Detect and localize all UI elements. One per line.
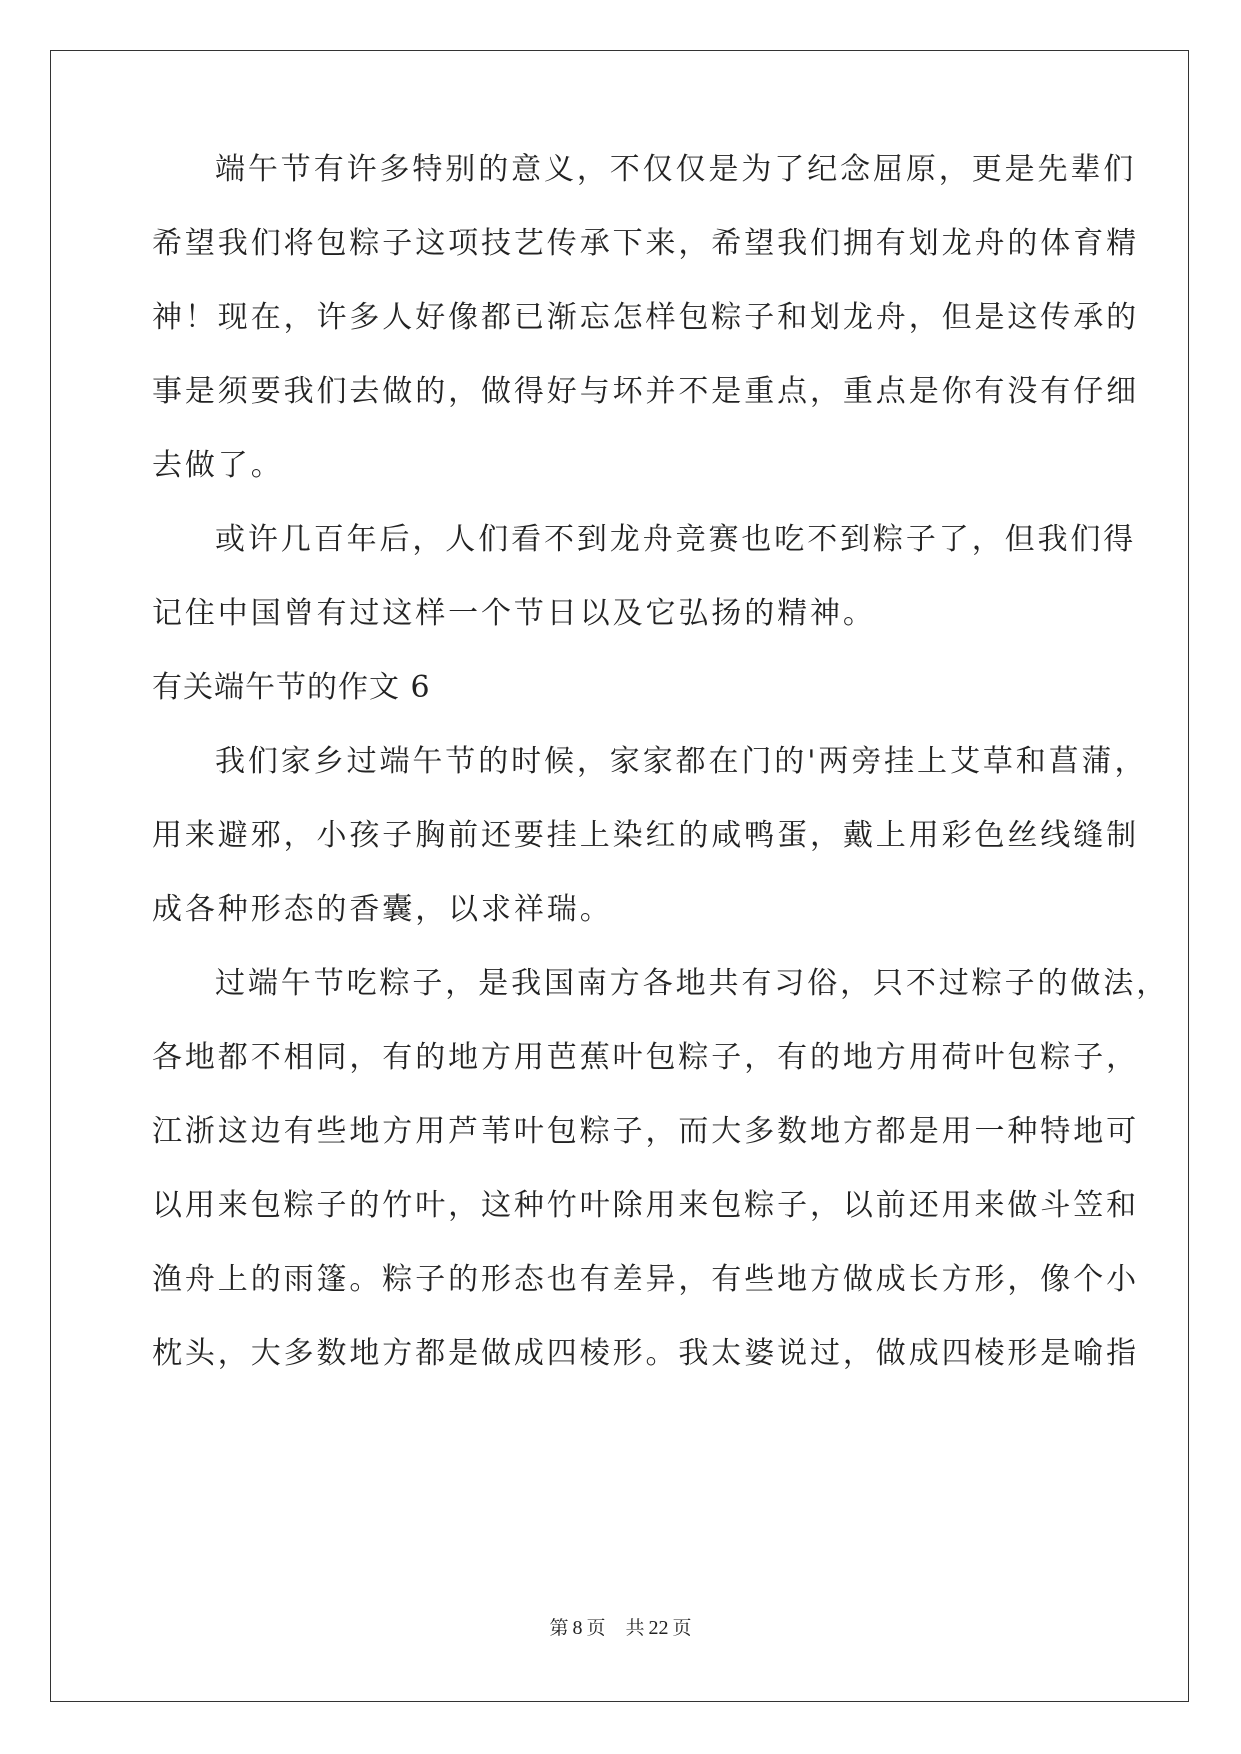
paragraph-line: 用来避邪，小孩子胸前还要挂上染红的咸鸭蛋，戴上用彩色丝线缝制 (152, 818, 1139, 853)
section-heading: 有关端午节的作文 6 (152, 670, 431, 705)
paragraph-line: 渔舟上的雨篷。粽子的形态也有差异，有些地方做成长方形，像个小 (152, 1262, 1139, 1297)
page-footer (0, 1616, 1241, 1640)
paragraph-line: 枕头，大多数地方都是做成四棱形。我太婆说过，做成四棱形是喻指 (152, 1336, 1139, 1371)
paragraph-line: 江浙这边有些地方用芦苇叶包粽子，而大多数地方都是用一种特地可 (152, 1114, 1139, 1149)
paragraph-line: 记住中国曾有过这样一个节日以及它弘扬的精神。 (152, 596, 876, 631)
total-prefix: 共 (625, 1617, 645, 1639)
paragraph-line: 端午节有许多特别的意义，不仅仅是为了纪念屈原，更是先辈们 (215, 152, 1137, 187)
page-number: 8 (572, 1617, 583, 1639)
paragraph-line: 或许几百年后，人们看不到龙舟竞赛也吃不到粽子了，但我们得 (215, 522, 1137, 557)
paragraph-line: 神！现在，许多人好像都已渐忘怎样包粽子和划龙舟，但是这传承的 (152, 300, 1139, 335)
paragraph-line: 过端午节吃粽子，是我国南方各地共有习俗，只不过粽子的做法， (215, 966, 1170, 1001)
paragraph-line: 事是须要我们去做的，做得好与坏并不是重点，重点是你有没有仔细 (152, 374, 1139, 409)
total-pages: 22 (648, 1617, 669, 1639)
paragraph-line: 去做了。 (152, 448, 284, 483)
paragraph-line: 我们家乡过端午节的时候，家家都在门的'两旁挂上艾草和菖蒲， (215, 744, 1148, 779)
page-prefix: 第 (549, 1617, 569, 1639)
total-suffix: 页 (672, 1617, 692, 1639)
paragraph-line: 各地都不相同，有的地方用芭蕉叶包粽子，有的地方用荷叶包粽子， (152, 1040, 1139, 1075)
paragraph-line: 希望我们将包粽子这项技艺传承下来，希望我们拥有划龙舟的体育精 (152, 226, 1139, 261)
paragraph-line: 成各种形态的香囊，以求祥瑞。 (152, 892, 613, 927)
paragraph-line: 以用来包粽子的竹叶，这种竹叶除用来包粽子，以前还用来做斗笠和 (152, 1188, 1139, 1223)
page-suffix: 页 (586, 1617, 606, 1639)
